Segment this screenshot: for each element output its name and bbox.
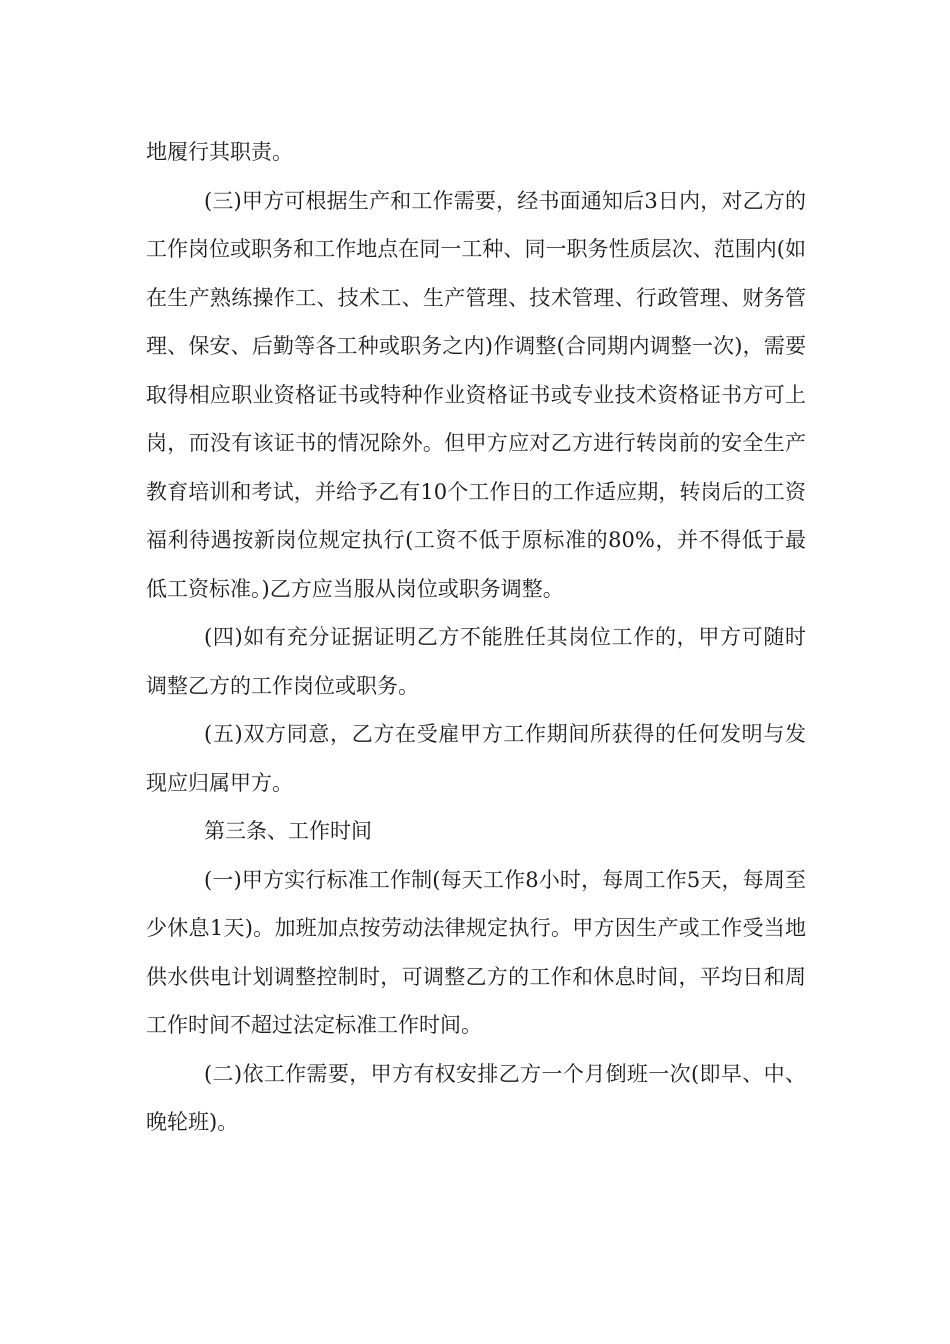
- paragraph-worktime-2: (二)依工作需要，甲方有权安排乙方一个月倒班一次(即早、中、晚轮班)。: [146, 1061, 806, 1134]
- paragraph-clause-3: (三)甲方可根据生产和工作需要，经书面通知后3日内，对乙方的工作岗位或职务和工作地点在同一工种、同一职务性质层次、范围内(如在生产熟练操作工、技术工、生产管理、技术管理、行政管理、财务管理、保安、后勤等各工种或职务之内)作调整(合同期内调整一次)，需要取得相应职业资格证书或特种作业资格证书或专业技术资格证书方可上岗，而没有该证书的情况除外。但甲方应对乙方进行转岗前的安全生产教育培训和考试，并给予乙有10个工作日的工作适应期，转岗后的工资福利待遇按新岗位规定执行(工资不低于原标准的80%，并不得低于最低工资标准。)乙方应当服从岗位或职务调整。: [146, 188, 806, 601]
- paragraph-clause-4: (四)如有充分证据证明乙方不能胜任其岗位工作的，甲方可随时调整乙方的工作岗位或职务。: [146, 625, 806, 698]
- paragraph-continuation: 地履行其职责。: [146, 140, 293, 164]
- paragraph-worktime-1: (一)甲方实行标准工作制(每天工作8小时，每周工作5天，每周至少休息1天)。加班加点按劳动法律规定执行。甲方因生产或工作受当地供水供电计划调整控制时，可调整乙方的工作和休息时间，平均日和周工作时间不超过法定标准工作时间。: [146, 867, 806, 1037]
- section-heading-article-3: 第三条、工作时间: [204, 819, 372, 843]
- paragraph-clause-5: (五)双方同意，乙方在受雇甲方工作期间所获得的任何发明与发现应归属甲方。: [146, 722, 806, 795]
- document-body: [146, 128, 806, 1147]
